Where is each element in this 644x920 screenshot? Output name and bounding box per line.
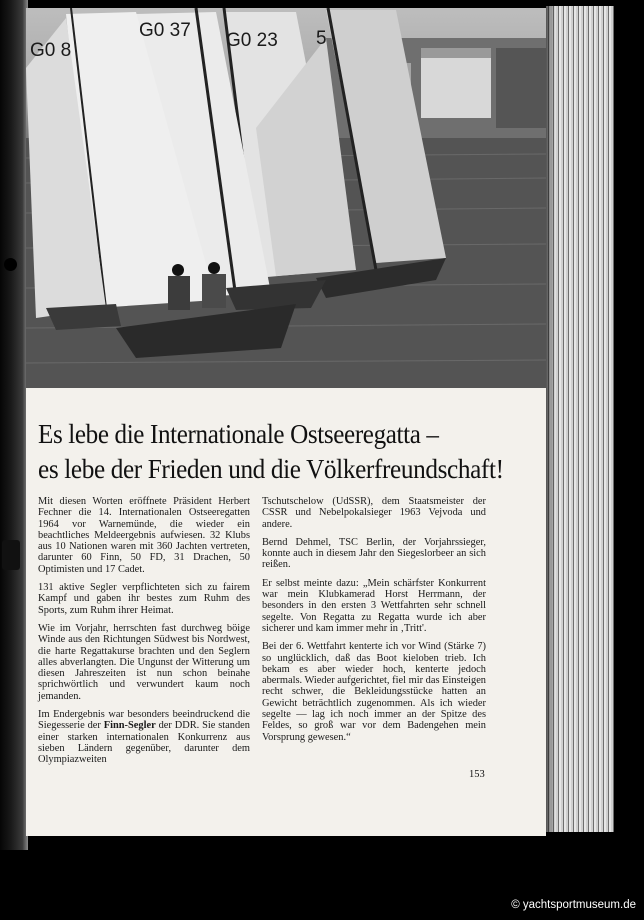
paragraph bbox=[38, 709, 250, 765]
sailing-dinghies-illustration bbox=[26, 8, 546, 388]
paragraph: Wie im Vorjahr, herrschten fast durchweg böige Winde aus den Richtungen Südwest bis Nordwest, die harte Regattakurse brachten und den Seglern alles abverlangten. Die Ungunst der Witterung um diesen Jahreszeiten ist nun schon beinahe sprichwörtlich und verwundert kaum noch jemanden. bbox=[38, 622, 250, 702]
paragraph: Bei der 6. Wettfahrt kenterte ich vor Wind (Stärke 7) so unglücklich, daß das Boot kieloben trieb. Ich bekam es aber wieder hoch, kenterte jedoch abermals. Wieder aufgerichtet, fiel mir das Einsteigen recht schwer, die Bekleidungsstücke hatten an Gewicht beträchtlich zugenommen. Als ich wieder segelte — lag ich noch immer an der Spitze des Feldes, so groß war vor dem Badengehen mein Vorsprung gewesen.“ bbox=[262, 641, 486, 743]
finn-segler-emphasis: Finn-Segler bbox=[103, 720, 156, 732]
page-stack-shadow bbox=[546, 6, 556, 832]
headline-line-2: es lebe der Frieden und die Völkerfreundschaft! bbox=[38, 454, 504, 484]
paragraph-text: der DDR. Sie standen einer starken internationalen Konkurrenz aus sieben Ländern gegenüber, darunter dem Olympiazweiten bbox=[38, 720, 250, 766]
paragraph: Tschutschelow (UdSSR), dem Staatsmeister der CSSR und Nebelpokalsieger 1963 Vejvoda und andere. bbox=[262, 496, 486, 530]
binding-clip bbox=[2, 540, 20, 570]
book-gutter bbox=[0, 0, 28, 850]
paragraph: Mit diesen Worten eröffnete Präsident Herbert Fechner die 14. Internationalen Ostseeregatten 1964 vor Warnemünde, die wieder ein beachtliches Meldeergebnis aufwiesen. 32 Klubs aus 10 Nationen waren mit 360 Jachten vertreten, darunter 60 Finn, 50 FD, 31 Drachen, 50 Optimisten und 17 Cadet. bbox=[38, 496, 250, 575]
sail-number-1: G0 8 bbox=[30, 40, 72, 61]
paragraph: 131 aktive Segler verpflichteten sich zu fairem Kampf und gaben ihr bestes zum Ruhm des Sports, zum Ruhm ihrer Heimat. bbox=[38, 582, 250, 616]
paragraph-text: Im Endergebnis war besonders beeindruckend die Siegesserie der bbox=[38, 709, 250, 732]
binding-hole bbox=[4, 258, 17, 271]
article-column-left bbox=[38, 496, 250, 773]
copyright-watermark: © yachtsportmuseum.de bbox=[511, 899, 636, 911]
paragraph: Er selbst meinte dazu: „Mein schärfster Konkurrent war mein Klubkamerad Horst Herrmann, der besonders in den ersten 3 Wettfahrten sehr schnell segelte. Von Regatta zu Regatta wurde ich aber sicherer und kam immer mehr in ‚Tritt'. bbox=[262, 577, 486, 634]
page-stack-edge bbox=[546, 6, 614, 832]
article-column-right bbox=[262, 496, 486, 750]
headline-line-1: Es lebe die Internationale Ostseeregatta – bbox=[38, 419, 439, 449]
sail-number-4: 5 bbox=[316, 28, 327, 49]
page-number: 153 bbox=[469, 769, 485, 780]
sail-number-3: G0 23 bbox=[226, 30, 278, 51]
sail-number-2: G0 37 bbox=[139, 20, 191, 41]
regatta-photo bbox=[26, 8, 546, 388]
paragraph: Bernd Dehmel, TSC Berlin, der Vorjahrssieger, konnte auch in diesem Jahr den Siegeslorbeer an sich reißen. bbox=[262, 536, 486, 571]
